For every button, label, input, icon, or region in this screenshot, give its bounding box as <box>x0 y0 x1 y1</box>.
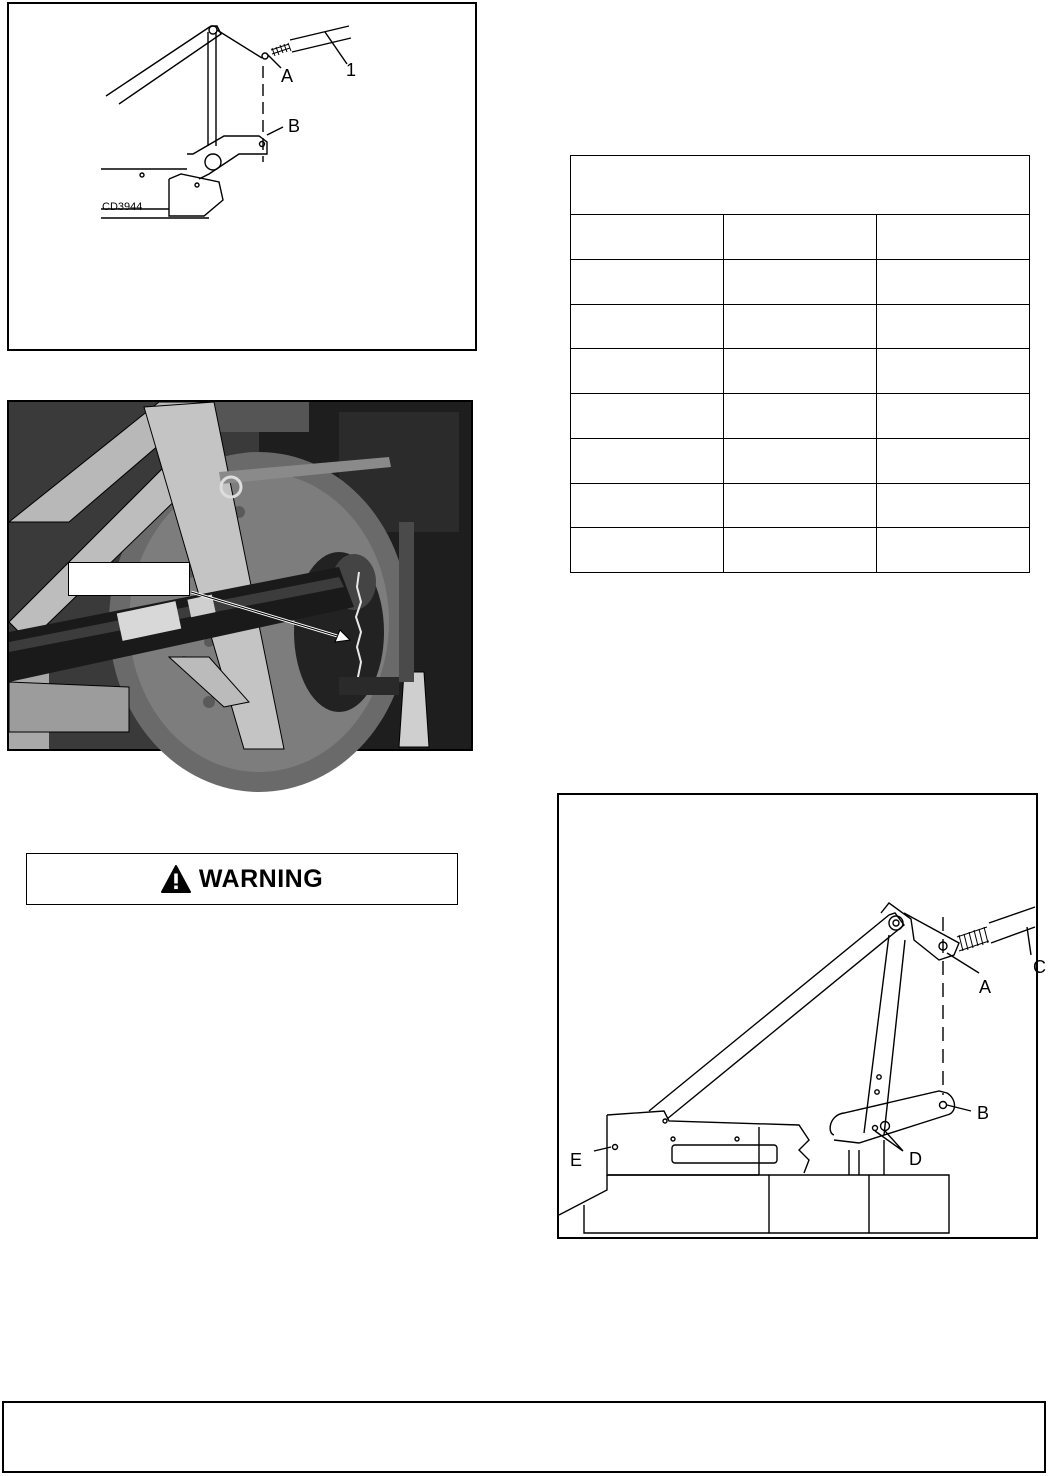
figure-code: CD3944 <box>102 201 143 213</box>
table-title <box>571 156 1030 215</box>
table-row <box>571 304 1030 349</box>
table-cell <box>724 349 877 394</box>
table-row <box>571 528 1030 573</box>
label-a: A <box>979 977 992 997</box>
table-cell <box>877 438 1030 483</box>
label-b: B <box>288 116 301 136</box>
table-cell <box>724 394 877 439</box>
table-cell <box>571 528 724 573</box>
hitch-line-art <box>9 4 475 349</box>
table-cell <box>571 259 724 304</box>
label-1: 1 <box>346 60 357 80</box>
table-cell <box>724 304 877 349</box>
table-row <box>571 483 1030 528</box>
table-cell <box>571 215 724 260</box>
table-cell <box>724 483 877 528</box>
label-e: E <box>570 1150 583 1170</box>
table-cell <box>571 483 724 528</box>
label-b: B <box>977 1103 990 1123</box>
warning-label: WARNING <box>198 864 324 893</box>
hitch-detail-line-art <box>559 795 1046 1237</box>
table-cell <box>724 528 877 573</box>
table-row <box>571 438 1030 483</box>
table-row <box>571 394 1030 439</box>
label-c: C <box>1033 957 1046 977</box>
figure-top-hitch-drawing <box>7 2 477 351</box>
label-d: D <box>909 1149 922 1169</box>
table-row <box>571 215 1030 260</box>
table-cell <box>877 304 1030 349</box>
table-cell <box>724 215 877 260</box>
table-cell <box>571 438 724 483</box>
table-cell <box>724 438 877 483</box>
table-cell <box>571 304 724 349</box>
footer-box <box>2 1401 1046 1473</box>
table-cell <box>877 483 1030 528</box>
table-cell <box>571 394 724 439</box>
table-title-row <box>571 156 1030 215</box>
photo-callout-box <box>68 562 190 596</box>
table-cell <box>724 259 877 304</box>
table-cell <box>877 528 1030 573</box>
figure-bottom-hitch-drawing <box>557 793 1046 1239</box>
table-cell <box>877 349 1030 394</box>
label-a: A <box>281 66 294 86</box>
table-cell <box>877 215 1030 260</box>
table-cell <box>571 349 724 394</box>
table-row <box>571 259 1030 304</box>
table-row <box>571 349 1030 394</box>
table-cell <box>877 394 1030 439</box>
spec-table <box>570 155 1030 573</box>
warning-triangle-icon <box>161 865 191 893</box>
table-cell <box>877 259 1030 304</box>
warning-banner <box>26 853 458 905</box>
